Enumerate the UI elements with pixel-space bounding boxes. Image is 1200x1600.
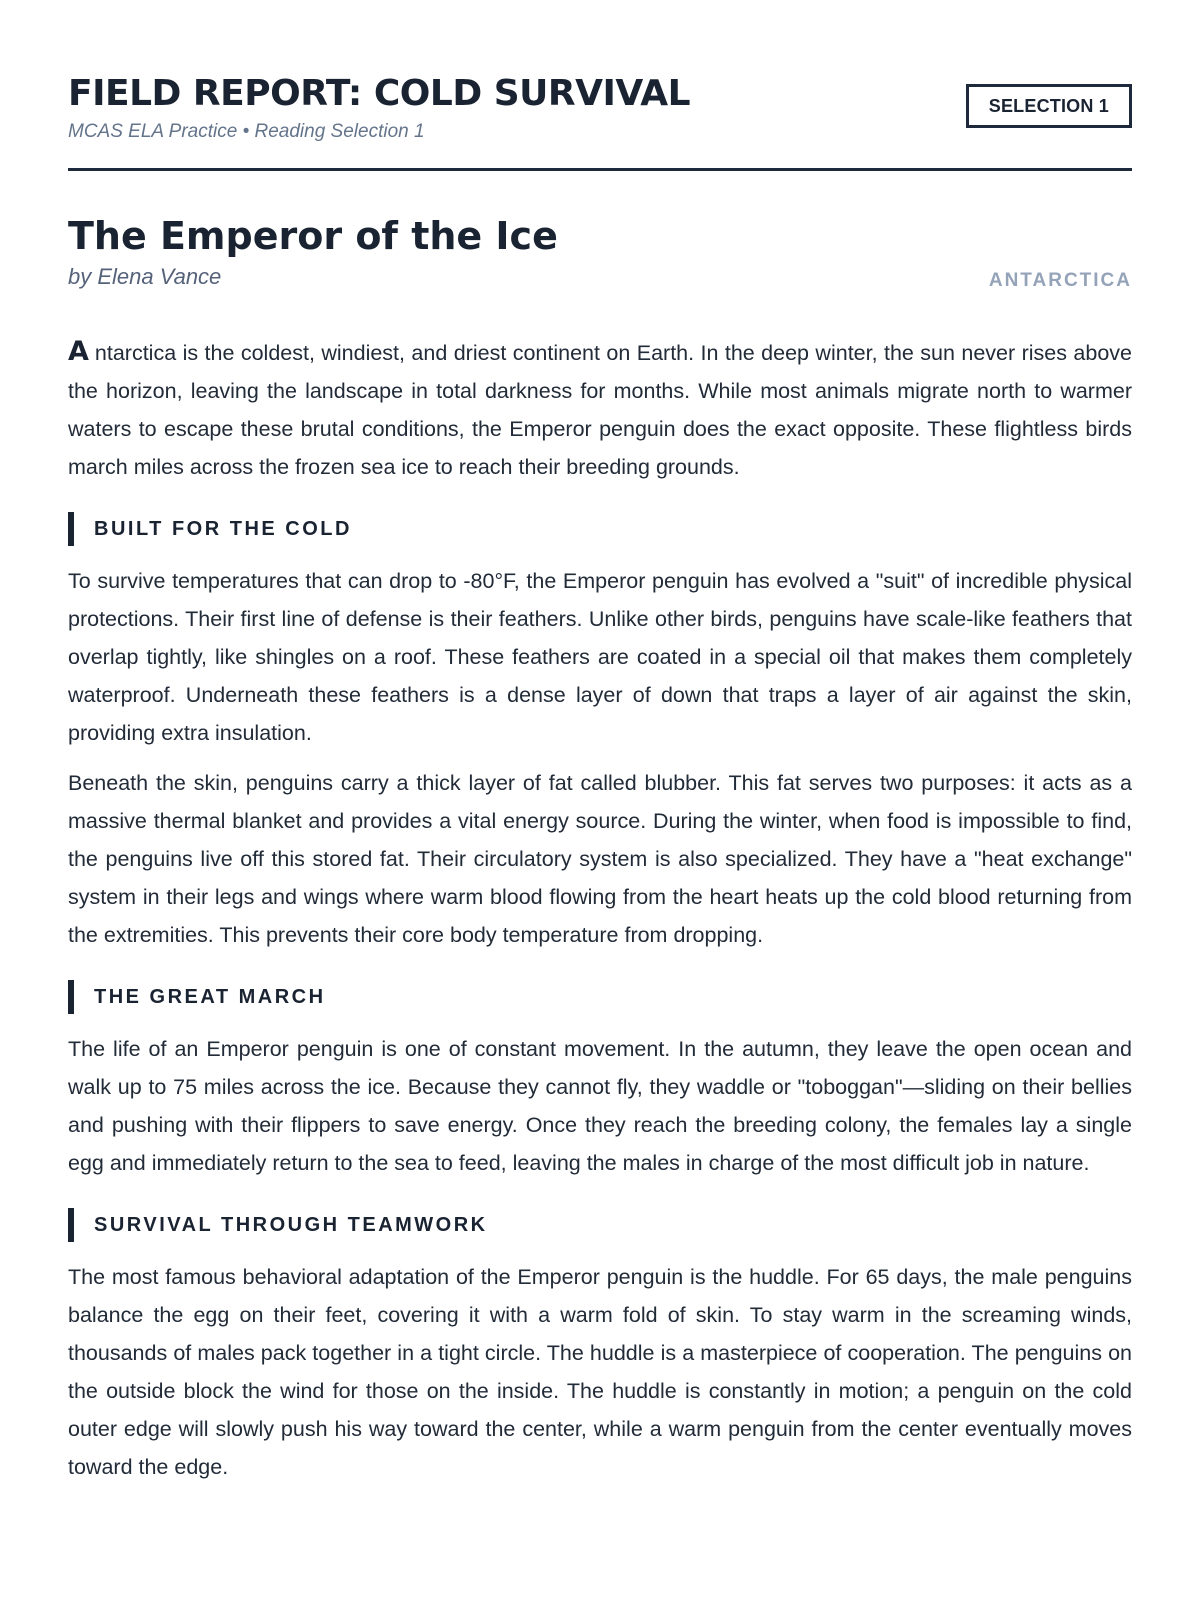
section-accent-bar (68, 980, 74, 1014)
intro-text: ntarctica is the coldest, windiest, and driest continent on Earth. In the deep winter, the sun never rises above the horizon, leaving the landscape in total darkness for months. While most animals migrate north to warmer waters to escape these brutal conditions, the Emperor penguin does the exact opposite. These flightless birds march miles across the frozen sea ice to reach their breeding grounds. (68, 341, 1132, 479)
body-paragraph: The most famous behavioral adaptation of the Emperor penguin is the huddle. For 65 days, the male penguins balance the egg on their feet, covering it with a warm fold of skin. To stay warm in the screaming winds, thousands of males pack together in a tight circle. The huddle is a masterpiece of cooperation. The penguins on the outside block the wind for those on the inside. The huddle is constantly in motion; a penguin on the cold outer edge will slowly push his way toward the center, while a warm penguin from the center eventually moves toward the edge. (68, 1265, 1132, 1479)
body-paragraph: To survive temperatures that can drop to -80°F, the Emperor penguin has evolved a "suit" of incredible physical protections. Their first line of defense is their feathers. Unlike other birds, penguins have scale-like feathers that overlap tightly, like shingles on a roof. These feathers are coated in a special oil that makes them completely waterproof. Underneath these feathers is a dense layer of down that traps a layer of air against the skin, providing extra insulation. (68, 569, 1132, 745)
section-heading (68, 1208, 1132, 1242)
region-tag: ANTARCTICA (988, 270, 1132, 291)
report-title: FIELD REPORT: COLD SURVIVAL (68, 73, 691, 114)
section-heading-label: THE GREAT MARCH (94, 986, 326, 1008)
body-paragraph: The life of an Emperor penguin is one of constant movement. In the autumn, they leave the open ocean and walk up to 75 miles across the ice. Because they cannot fly, they waddle or "toboggan"—sliding on their bellies and pushing with their flippers to save energy. Once they reach the breeding colony, the females lay a single egg and immediately return to the sea to feed, leaving the males in charge of the most difficult job in nature. (68, 1037, 1132, 1175)
author-byline: by Elena Vance (68, 264, 222, 289)
selection-badge: SELECTION 1 (966, 84, 1132, 128)
report-subtitle: MCAS ELA Practice • Reading Selection 1 (68, 121, 425, 142)
section-accent-bar (68, 512, 74, 546)
section-accent-bar (68, 1208, 74, 1242)
report-header (68, 0, 1132, 171)
drop-cap: A (68, 336, 89, 367)
body-paragraph: Beneath the skin, penguins carry a thick layer of fat called blubber. This fat serves two purposes: it acts as a massive thermal blanket and provides a vital energy source. During the winter, when food is impossible to find, the penguins live off this stored fat. Their circulatory system is also specialized. They have a "heat exchange" system in their legs and wings where warm blood flowing from the heart heats up the cold blood returning from the extremities. This prevents their core body temperature from dropping. (68, 771, 1132, 947)
section-heading-label: BUILT FOR THE COLD (94, 518, 352, 540)
section-heading-label: SURVIVAL THROUGH TEAMWORK (94, 1214, 488, 1236)
intro-paragraph (68, 333, 1132, 486)
section-heading (68, 512, 1132, 546)
article-header (68, 213, 1132, 305)
article-title: The Emperor of the Ice (68, 214, 558, 258)
section-heading (68, 980, 1132, 1014)
article-body (68, 333, 1132, 1486)
